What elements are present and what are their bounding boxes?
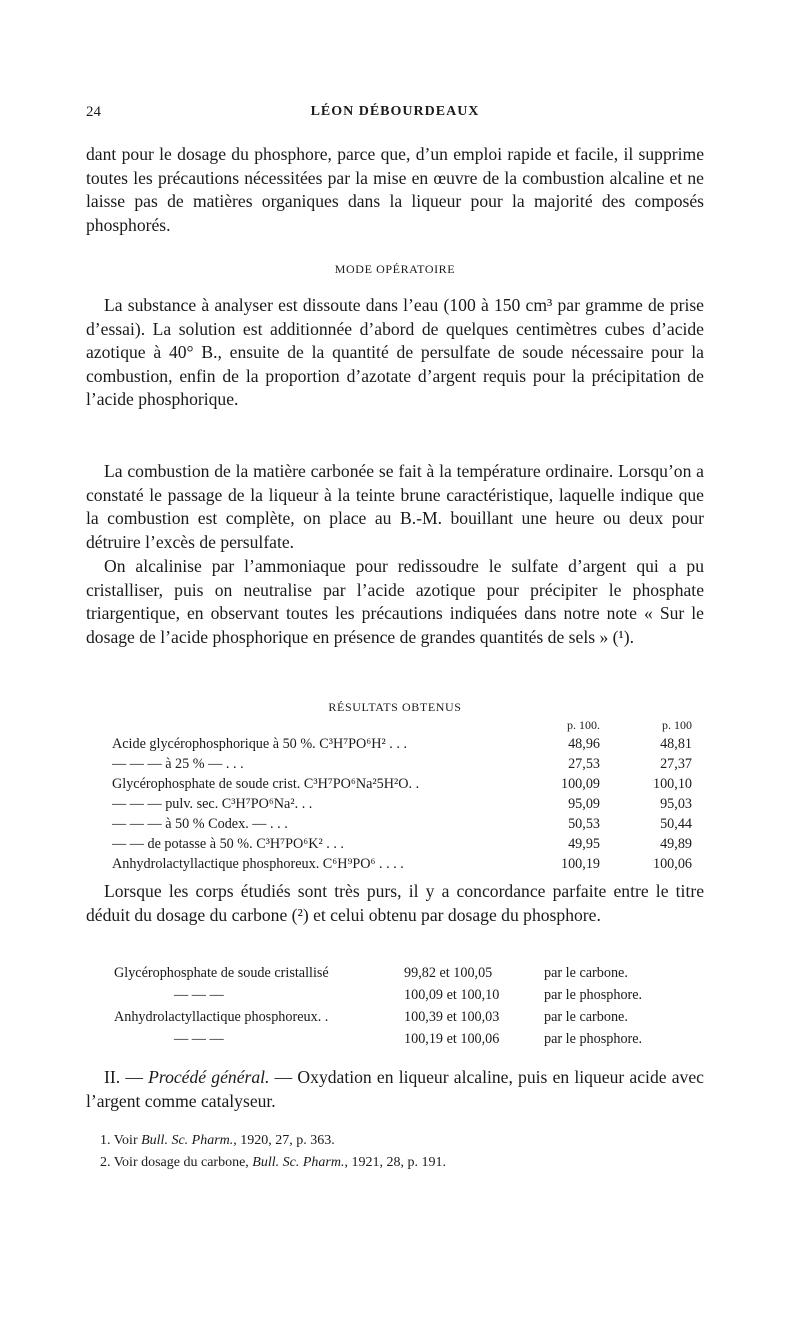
comparison-method: par le phosphore. (544, 1031, 643, 1047)
table-row (114, 1006, 684, 1028)
row-label: — — — à 25 % — . . . (112, 756, 244, 772)
comparison-values: 99,82 et 100,05 (404, 965, 493, 981)
paragraph-intro: dant pour le dosage du phosphore, parce que, d’un emploi rapide et facile, il supprime toutes les précautions nécessitées par la mise en œuvre de la combustion alcaline et ne laisse pas de matières organiques dans la liqueur pour la majorité des composés phosphorés. (86, 144, 704, 235)
row-value-1: 48,96 (568, 736, 600, 752)
table-row (114, 962, 684, 984)
table-row (114, 984, 684, 1006)
row-label: Acide glycérophosphorique à 50 %. C³H⁷PO⁶H² . . . (112, 736, 408, 752)
footnote-prefix: Voir dosage du carbone, (113, 1155, 249, 1170)
comparison-values: 100,09 et 100,10 (404, 987, 500, 1003)
table-row (114, 1028, 684, 1050)
footnote-number: 2. (100, 1155, 111, 1170)
results-header-row (112, 716, 692, 734)
results-table (112, 716, 692, 874)
comparison-label: — — — (174, 1031, 224, 1047)
comparison-table (114, 962, 684, 1050)
row-value-1: 27,53 (568, 756, 600, 772)
results-col2-header: p. 100 (662, 718, 692, 732)
row-value-2: 95,03 (660, 796, 692, 812)
row-value-1: 95,09 (568, 796, 600, 812)
section-number: II. — (104, 1067, 143, 1087)
row-label: Glycérophosphate de soude crist. C³H⁷PO⁶Na²5H²O. . (112, 776, 420, 792)
row-value-2: 27,37 (660, 756, 692, 772)
row-label: Anhydrolactyllactique phosphoreux. C⁶H⁹PO⁶ . . . . (112, 856, 404, 872)
footnote-ref: , 1920, 27, p. 363. (233, 1133, 335, 1148)
table-row (112, 734, 692, 754)
comparison-method: par le phosphore. (544, 987, 643, 1003)
section-title: MODE OPÉRATOIRE (334, 262, 456, 276)
row-value-2: 100,06 (652, 856, 692, 872)
comparison-label: — — — (174, 987, 224, 1003)
row-label: — — de potasse à 50 %. C³H⁷PO⁶K² . . . (112, 836, 344, 852)
table-row (112, 854, 692, 874)
running-head: LÉON DÉBOURDEAUX (310, 104, 480, 119)
row-value-1: 100,19 (560, 856, 600, 872)
paragraph-concordance: Lorsque les corps étudiés sont très purs, il y a concordance parfaite entre le titre déduit du dosage du carbone (²) et celui obtenu par dosage du phosphore. (86, 881, 704, 925)
comparison-method: par le carbone. (544, 1009, 628, 1025)
comparison-values: 100,19 et 100,06 (404, 1031, 500, 1047)
footnote-prefix: Voir (113, 1133, 138, 1148)
table-row (112, 754, 692, 774)
row-value-2: 50,44 (660, 816, 692, 832)
results-title: RÉSULTATS OBTENUS (328, 700, 462, 714)
section-text: — Oxydation en liqueur alcaline, puis en liqueur acide avec l’argent comme catalyseur. (86, 1067, 704, 1111)
page-header (86, 104, 704, 126)
row-value-2: 49,89 (660, 836, 692, 852)
paragraph-alkalinize: On alcalinise par l’ammoniaque pour redissoudre le sulfate d’argent qui a pu cristalliser, puis on neutralise par l’acide azotique pour précipiter le phosphate triargentique, en observant toutes les précautions indiquées dans notre note « Sur le dosage de l’acide phosphorique en présence de grandes quantités de sels » (¹). (86, 556, 704, 647)
row-value-1: 100,09 (560, 776, 600, 792)
row-label: — — — pulv. sec. C³H⁷PO⁶Na². . . (112, 796, 313, 812)
row-value-1: 50,53 (568, 816, 600, 832)
footnote-number: 1. (100, 1133, 111, 1148)
table-row (112, 794, 692, 814)
paragraph-combustion: La combustion de la matière carbonée se fait à la température ordinaire. Lorsqu’on a constaté le passage de la liqueur à la teinte brune caractéristique, laquelle indique que la combustion est complète, on place au B.-M. bouillant une heure ou deux pour détruire l’excès de persulfate. (86, 461, 704, 552)
row-value-2: 48,81 (660, 736, 692, 752)
table-row (112, 814, 692, 834)
results-col1-header: p. 100. (567, 718, 600, 732)
paragraph-procedure: La substance à analyser est dissoute dans l’eau (100 à 150 cm³ par gramme de prise d’essai). La solution est additionnée d’abord de quelques centimètres cubes d’acide azotique à 40° B., ensuite de la quantité de persulfate de soude nécessaire pour la combustion, enfin de la proportion d’azotate d’argent requis pour la précipitation de l’acide phosphorique. (86, 295, 704, 410)
page-number: 24 (86, 104, 101, 120)
comparison-label: Glycérophosphate de soude cristallisé (114, 965, 329, 981)
footnote (100, 1152, 700, 1174)
comparison-method: par le carbone. (544, 965, 628, 981)
section-heading: Procédé général. (148, 1067, 270, 1087)
footnote-journal: Bull. Sc. Pharm. (252, 1155, 345, 1170)
comparison-label: Anhydrolactyllactique phosphoreux. . (114, 1009, 329, 1025)
footnote-journal: Bull. Sc. Pharm. (141, 1133, 234, 1148)
paragraph-general-procedure (86, 1066, 704, 1113)
row-value-2: 100,10 (652, 776, 692, 792)
footnotes (100, 1130, 700, 1174)
row-value-1: 49,95 (568, 836, 600, 852)
comparison-values: 100,39 et 100,03 (404, 1009, 500, 1025)
footnote-ref: , 1921, 28, p. 191. (344, 1155, 446, 1170)
table-row (112, 834, 692, 854)
footnote (100, 1130, 700, 1152)
row-label: — — — à 50 % Codex. — . . . (112, 816, 288, 832)
table-row (112, 774, 692, 794)
